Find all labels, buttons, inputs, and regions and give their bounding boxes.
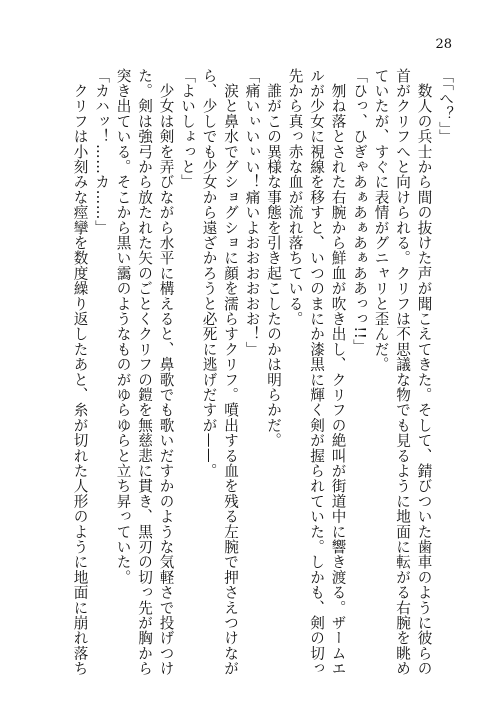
text-column: ルが少女に視線を移すと、いつのまにか漆黒に輝く剣が握られていた。しかも、剣の切っ <box>308 68 325 676</box>
text-column: 数人の兵士から間の抜けた声が聞こえてきた。そして、錆びついた歯車のように彼らの <box>415 68 433 676</box>
text-column: 「よいしょっと」 <box>179 68 196 190</box>
text-column: 「「へ？」」 <box>437 68 454 145</box>
text-column: 「ひっ、ひぎゃあぁあぁあぁああっっ!!」 <box>351 68 368 355</box>
text-column: 涙と鼻水でグショグショに顔を濡らすクリフ。噴出する血を残る左腕で押さえつけなが <box>222 68 239 676</box>
text-column: 「カハッ！……カ……」 <box>93 68 110 236</box>
text-column: 誰がこの異様な事態を引き起こしたのかは明らかだ。 <box>265 68 282 448</box>
text-column: た。剣は強弓から放たれた矢のごとくクリフの鎧を無慈悲に貫き、黒刃の切っ先が胸から <box>136 68 153 676</box>
text-column: 少女は剣を弄びながら水平に構えると、鼻歌でも歌いだすかのような気軽さで投げつけ <box>157 68 175 676</box>
text-column: ら、少しでも少女から遠ざかろうと必死に逃げだすが——。 <box>200 68 218 479</box>
text-column: 「痛いぃいぃい！痛いよおおおおおお！」 <box>243 68 261 357</box>
text-column: ていたが、すぐに表情がグニャリと歪んだ。 <box>372 68 390 372</box>
vertical-body-text <box>44 68 456 680</box>
text-column: 首がクリフへと向けられる。クリフは不思議な物でも見るように地面に転がる右腕を眺め <box>394 68 411 676</box>
page-number: 28 <box>435 37 452 52</box>
text-column: クリフは小刻みな痙攣を数度繰り返したあと、糸が切れた人形のように地面に崩れ落ち <box>71 68 89 676</box>
text-column: 突き出ている。そこから黒い靄のようなものがゆらゆらと立ち昇っていた。 <box>114 68 132 585</box>
text-column: 刎ね落とされた右腕から鮮血が吹き出し、クリフの絶叫が街道中に響き渡る。ザームエ <box>329 68 347 676</box>
text-column: 先から真っ赤な血が流れ落ちている。 <box>286 68 304 327</box>
